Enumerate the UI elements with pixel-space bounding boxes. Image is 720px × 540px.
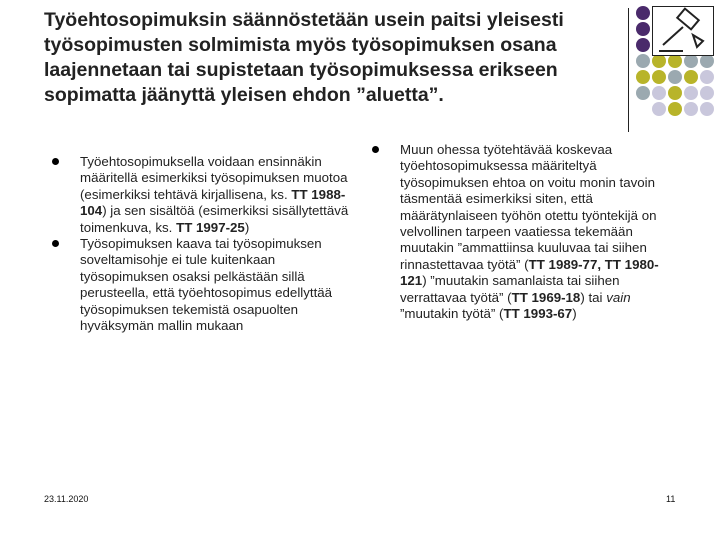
decor-dot [636, 86, 650, 100]
divider-line [628, 8, 629, 132]
left-column [52, 154, 352, 334]
decor-dot [636, 70, 650, 84]
decor-dot [684, 102, 698, 116]
decor-dot [700, 70, 714, 84]
decor-dot [652, 86, 666, 100]
gavel-logo [652, 6, 714, 56]
list-item: Työehtosopimuksella voidaan ensinnäkin määritellä esimerkiksi työsopimuksen muotoa (esimerkiksi tehtävä kirjallisena, ks. TT 1988-104) ja sen sisältöä (esimerkiksi sisällytettävä toimenkuva, ks. TT 1997-25) [52, 154, 352, 236]
decor-dot [636, 54, 650, 68]
bullet-icon [52, 240, 59, 247]
decor-dot [636, 6, 650, 20]
page-number: 11 [666, 494, 676, 504]
decor-dot [668, 86, 682, 100]
list-item: Muun ohessa työtehtävää koskevaa työehtosopimuksessa määriteltyä työsopimuksen ehtoa on voitu monin tavoin täsmentää esimerkiksi siten, että määrätynlaiseen työhön otettu työntekijä on velvollinen tarpeen vaatiessa tekemään muutakin ”ammattiinsa kuuluvaa tai siihen rinnastettavaa työtä” (TT 1989-77, TT 1980-121) ”muutakin samanlaista tai siihen verrattavaa työtä” (TT 1969-18) tai vain ”muutakin työtä” (TT 1993-67) [372, 142, 682, 322]
decor-dot [684, 86, 698, 100]
decor-dot [636, 38, 650, 52]
footer-date: 23.11.2020 [44, 494, 89, 504]
decor-dot [700, 86, 714, 100]
decor-dot [636, 22, 650, 36]
decor-dot [700, 102, 714, 116]
decor-dot [668, 102, 682, 116]
decor-dot [652, 70, 666, 84]
slide-title: Työehtosopimuksin säännöstetään usein paitsi yleisesti työsopimusten solmimista myös työsopimuksen osana laajennetaan tai supistetaan työsopimuksessa erikseen sopimatta jäänyttä yleisen ehdon ”aluetta”. [44, 9, 564, 106]
bullet-icon [52, 158, 59, 165]
list-item: Työsopimuksen kaava tai työsopimuksen soveltamisohje ei tule kuitenkaan työsopimuksen osaksi pelkästään sillä perusteella, että työehtosopimus edellyttää työsopimuksen tekemistä osapuolten hyväksymän mallin mukaan [52, 236, 352, 334]
gavel-icon [653, 7, 713, 55]
right-column [372, 142, 682, 322]
decor-dot [684, 70, 698, 84]
bullet-icon [372, 146, 379, 153]
decor-dot [652, 102, 666, 116]
decor-dot [668, 70, 682, 84]
